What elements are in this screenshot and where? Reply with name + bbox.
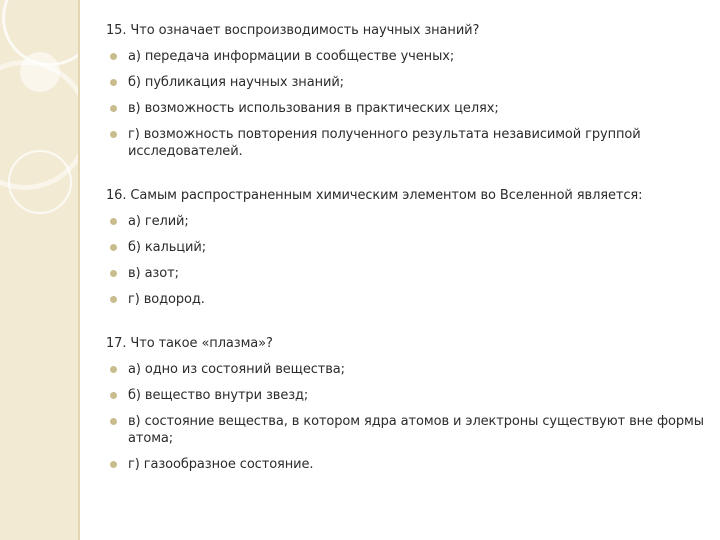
question-block — [106, 187, 712, 308]
answer-item — [106, 74, 712, 91]
bullet-icon — [110, 418, 117, 425]
bullet-icon — [110, 366, 117, 373]
question-block — [106, 335, 712, 473]
answer-text: а) передача информации в сообществе ученых; — [128, 49, 455, 64]
bullet-icon — [110, 244, 117, 251]
answer-text: а) гелий; — [128, 214, 189, 229]
answer-item — [106, 387, 712, 404]
answer-item — [106, 213, 712, 230]
answer-text: г) газообразное состояние. — [128, 457, 314, 472]
answer-text: в) возможность использования в практических целях; — [128, 101, 499, 116]
answer-item — [106, 100, 712, 117]
answer-text: б) вещество внутри звезд; — [128, 388, 309, 403]
question-text: 16. Самым распространенным химическим элементом во Вселенной является: — [106, 188, 643, 203]
answer-item — [106, 291, 712, 308]
quiz-content — [106, 22, 712, 500]
bullet-icon — [110, 131, 117, 138]
answer-text: а) одно из состояний вещества; — [128, 362, 345, 377]
answer-text: б) кальций; — [128, 240, 207, 255]
bullet-icon — [110, 270, 117, 277]
answer-text: г) водород. — [128, 292, 205, 307]
answer-item — [106, 361, 712, 378]
decorative-circle — [8, 150, 72, 214]
question-text: 17. Что такое «плазма»? — [106, 336, 273, 351]
answer-item — [106, 456, 712, 473]
bullet-icon — [110, 392, 117, 399]
bullet-icon — [110, 53, 117, 60]
answer-text: г) возможность повторения полученного результата независимой группой исследователей. — [128, 127, 641, 159]
answer-text: в) состояние вещества, в котором ядра атомов и электроны существуют вне формы атома; — [128, 414, 704, 446]
answer-item — [106, 413, 712, 447]
bullet-icon — [110, 218, 117, 225]
question-block — [106, 22, 712, 160]
bullet-icon — [110, 105, 117, 112]
answer-text: в) азот; — [128, 266, 179, 281]
decorative-sidebar — [0, 0, 78, 540]
sidebar-divider — [78, 0, 80, 540]
answer-text: б) публикация научных знаний; — [128, 75, 344, 90]
answer-item — [106, 126, 712, 160]
bullet-icon — [110, 79, 117, 86]
question-text: 15. Что означает воспроизводимость научных знаний? — [106, 23, 480, 38]
bullet-icon — [110, 461, 117, 468]
bullet-icon — [110, 296, 117, 303]
answer-item — [106, 265, 712, 282]
answer-item — [106, 239, 712, 256]
answer-item — [106, 48, 712, 65]
